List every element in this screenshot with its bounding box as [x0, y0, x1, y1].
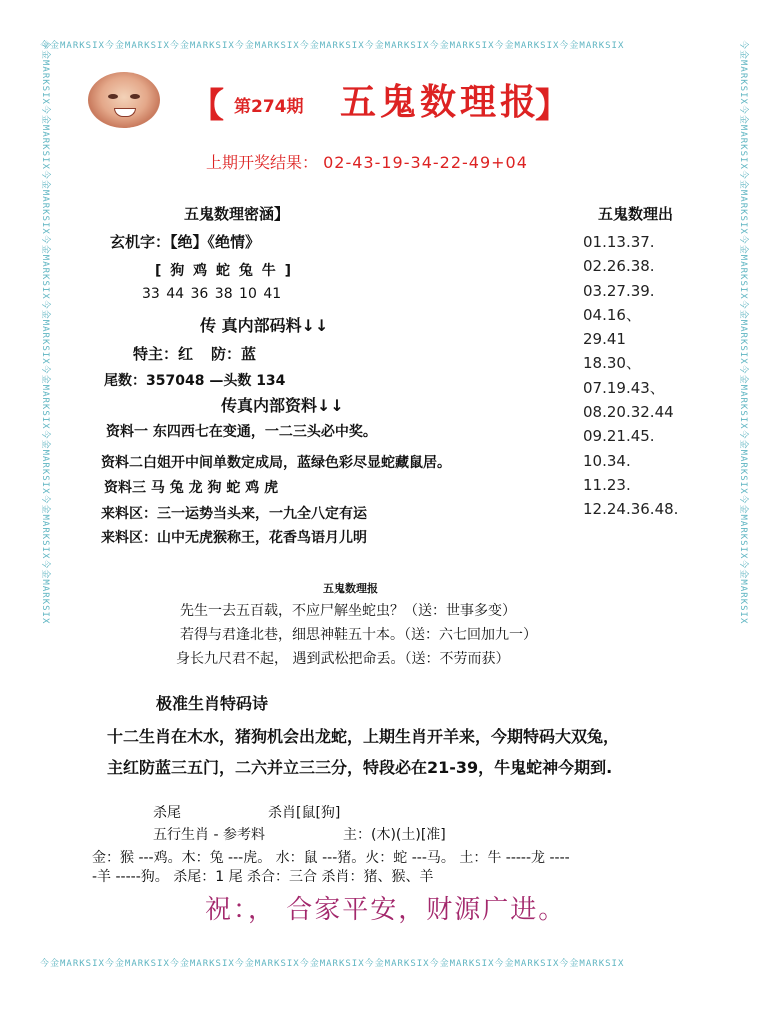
data-line-3: 资料三 马 兔 龙 狗 蛇 鸡 虎	[104, 480, 279, 496]
avatar-portrait	[88, 72, 160, 128]
fax-heading-2: 传真内部资料↓↓	[221, 396, 344, 415]
te-zhu-label: 特主：	[133, 345, 179, 363]
number-row: 29.41	[583, 330, 626, 349]
right-title: 五鬼数理出	[598, 205, 674, 223]
fang-label: 防：	[211, 345, 242, 363]
number-row: 01.13.37.	[583, 233, 655, 251]
number-row: 07.19.43、	[583, 378, 665, 397]
lucky-numbers: 33 44 36 38 10 41	[142, 286, 282, 302]
data-line-2: 资料二白姐开中间单数定成局，蓝绿色彩尽显蛇藏鼠居。	[101, 455, 451, 471]
main-element: 主：(木)(土)[准]	[343, 827, 446, 843]
source-line-2: 来料区：山中无虎猴称王，花香鸟语月儿明	[101, 530, 367, 546]
special-line-1: 十二生肖在木水，猪狗机会出龙蛇，上期生肖开羊来，今期特码大双兔，	[107, 727, 620, 746]
right-watermark-border: 今金MARKSIX今金MARKSIX今金MARKSIX今金MARKSIX今金MARKSIX今金MARKSIX今金MARKSIX今金MARKSIX今金MARKSIX	[738, 40, 748, 625]
number-row: 10.34.	[583, 451, 631, 470]
page-title: 五鬼数理报	[340, 81, 541, 123]
number-row: 11.23.	[583, 475, 631, 494]
title-bracket-right: 】	[535, 86, 569, 126]
kill-tail: 杀尾	[153, 805, 181, 821]
title-bracket-left: 【	[190, 86, 224, 126]
xuanji-line	[110, 231, 260, 252]
poem-heading: 五鬼数理报	[323, 582, 378, 595]
wuxing-line-1: 金：猴 ---鸡。木：兔 ---虎。 水：鼠 ---猪。火：蛇 ---马。 土：牛 -----龙 ----	[92, 850, 570, 866]
fang-value: 蓝	[241, 345, 257, 363]
xuanji-value: 【绝】《绝情》	[170, 233, 261, 251]
number-row: 04.16、	[583, 305, 641, 324]
section-title: 五鬼数理密涵】	[184, 205, 290, 223]
top-watermark-border: 今金MARKSIX今金MARKSIX今金MARKSIX今金MARKSIX今金MARKSIX今金MARKSIX今金MARKSIX今金MARKSIX今金MARKSIX	[40, 41, 625, 51]
left-watermark-border: 今金MARKSIX今金MARKSIX今金MARKSIX今金MARKSIX今金MARKSIX今金MARKSIX今金MARKSIX今金MARKSIX今金MARKSIX	[40, 40, 50, 625]
tail-label: 尾数：	[104, 373, 146, 389]
fax-heading-1: 传 真内部码料↓↓	[200, 316, 329, 335]
poem-line-3: 身长九尺君不起， 遇到武松把命丢。（送：不劳而获）	[176, 651, 510, 667]
last-result-label: 上期开奖结果：	[206, 153, 319, 172]
te-zhu-value: 红	[178, 345, 194, 363]
issue-number: 第274期	[234, 97, 304, 117]
xuanji-label: 玄机字：	[110, 233, 171, 251]
number-row: 03.27.39.	[583, 281, 655, 300]
source-line-1: 来料区：三一运势当头来，一九全八定有运	[101, 506, 367, 522]
tail-value: 357048 —头数 134	[146, 373, 286, 389]
zodiac-group: [ 狗 鸡 蛇 兔 牛 ]	[155, 263, 294, 279]
special-line-2: 主红防蓝三五门，二六并立三三分，特段必在21-39，牛鬼蛇神今期到.	[107, 758, 613, 777]
poem-line-1: 先生一去五百载，不应尸解坐蛇虫？（送：世事多变）	[180, 603, 516, 619]
wuxing-line-2: -羊 -----狗。 杀尾：1 尾 杀合：三合 杀肖：猪、猴、羊	[92, 869, 434, 885]
number-row: 12.24.36.48.	[583, 500, 679, 519]
number-row: 02.26.38.	[583, 257, 655, 276]
kill-zodiac: 杀肖[鼠[狗]	[268, 805, 341, 821]
tail-line	[104, 370, 285, 390]
bottom-watermark-border: 今金MARKSIX今金MARKSIX今金MARKSIX今金MARKSIX今金MARKSIX今金MARKSIX今金MARKSIX今金MARKSIX今金MARKSIX	[40, 959, 625, 969]
blessing: 祝：， 合家平安，财源广进。	[205, 895, 567, 925]
data-line-1: 资料一 东四西七在变通，一二三头必中奖。	[106, 424, 377, 440]
last-result-value: 02-43-19-34-22-49+04	[323, 153, 528, 172]
number-list	[583, 230, 678, 522]
last-result	[206, 150, 528, 173]
number-row: 08.20.32.44	[583, 403, 674, 422]
number-row: 18.30、	[583, 354, 641, 373]
te-zhu-line	[133, 343, 256, 364]
wuxing-reference: 五行生肖 - 参考料	[153, 827, 265, 843]
number-row: 09.21.45.	[583, 427, 655, 446]
poem-line-2: 若得与君逢北巷，细思神鞋五十本。（送：六七回加九一）	[180, 627, 537, 643]
special-heading: 极准生肖特码诗	[156, 694, 269, 713]
